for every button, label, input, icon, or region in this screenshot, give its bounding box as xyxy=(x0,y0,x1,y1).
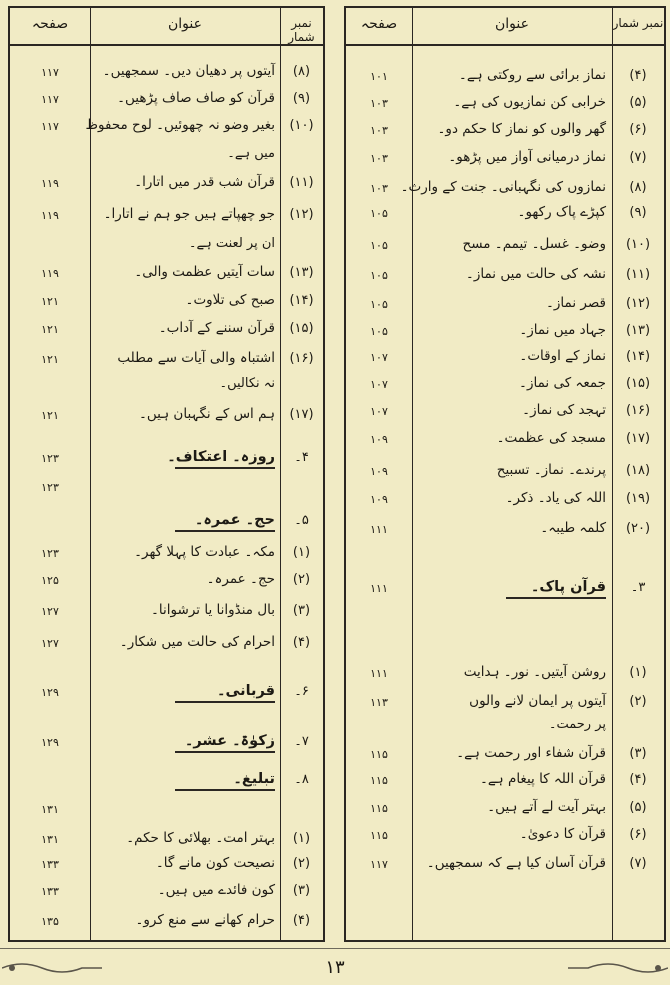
entry-title: خرابی کن نمازیوں کی ہے۔ xyxy=(453,94,606,110)
page-ref: ۱۱۷ xyxy=(41,66,59,79)
page-ref: ۱۱۱ xyxy=(370,523,388,536)
toc-row xyxy=(346,346,664,370)
page-ref: ۱۲۱ xyxy=(41,409,59,422)
toc-row xyxy=(346,428,664,452)
entry-title: ہم اس کے نگہبان ہیں۔ xyxy=(138,406,275,422)
entry-number: (۱۷) xyxy=(289,407,314,422)
entry-title: مکہ۔ عبادت کا پہلا گھر۔ xyxy=(134,544,275,560)
entry-number: (۹) xyxy=(629,205,647,220)
entry-title: مسجد کی عظمت۔ xyxy=(496,430,606,446)
toc-row xyxy=(10,910,323,934)
page-column-header: صفحہ xyxy=(360,16,398,32)
toc-row xyxy=(346,400,664,424)
toc-row xyxy=(10,115,323,139)
section-row xyxy=(10,447,323,471)
section-underline xyxy=(175,530,275,532)
entry-number: ۳۔ xyxy=(630,580,646,595)
page-ref: ۱۱۹ xyxy=(41,209,59,222)
entry-title: احرام کی حالت میں شکار۔ xyxy=(119,634,275,650)
section-underline xyxy=(175,789,275,791)
section-row xyxy=(10,731,323,755)
entry-number: (۴) xyxy=(629,772,647,787)
toc-row xyxy=(346,691,664,715)
toc-row xyxy=(346,662,664,686)
bottom-rule xyxy=(0,948,670,949)
entry-title: قرآن شب قدر میں اتارا۔ xyxy=(134,174,275,190)
page-column-header: صفحہ xyxy=(31,16,69,32)
entry-title: آیتوں پر دھیان دیں۔ سمجھیں۔ xyxy=(102,63,275,79)
entry-title: بغیر وضو نہ چھوئیں۔ لوح محفوظ xyxy=(85,117,275,133)
toc-row xyxy=(346,202,664,226)
page-ref: ۱۰۵ xyxy=(370,239,388,252)
page-ref: ۱۱۵ xyxy=(370,802,388,815)
toc-row xyxy=(10,828,323,852)
entry-title: بہتر امت۔ بھلائی کا حکم۔ xyxy=(126,830,275,846)
page-ref: ۱۱۷ xyxy=(41,93,59,106)
toc-row xyxy=(346,488,664,512)
page-number: ۱۳ xyxy=(325,957,345,978)
entry-number: ۵۔ xyxy=(294,513,309,528)
title-column-header: عنوان xyxy=(168,16,202,32)
entry-number: (۱۳) xyxy=(289,265,314,280)
entry-number: ۸۔ xyxy=(294,772,309,787)
toc-row xyxy=(346,177,664,201)
page-ref: ۱۲۱ xyxy=(41,323,59,336)
page-ref: ۱۰۹ xyxy=(370,433,388,446)
toc-row xyxy=(10,404,323,428)
page-ref: ۱۰۳ xyxy=(370,97,388,110)
entry-title: گھر والوں کو نماز کا حکم دو۔ xyxy=(437,121,606,137)
toc-row xyxy=(10,542,323,566)
entry-title: بہتر آیت لے آتے ہیں۔ xyxy=(487,799,606,815)
entry-number: (۱) xyxy=(292,831,311,846)
entry-number: (۱۶) xyxy=(625,403,651,418)
toc-row xyxy=(346,715,664,739)
toc-row xyxy=(346,797,664,821)
page-ref: ۱۰۳ xyxy=(370,152,388,165)
toc-row xyxy=(10,853,323,877)
entry-number: (۵) xyxy=(629,800,647,815)
page-ref: ۱۲۳ xyxy=(41,452,59,465)
page-ref: ۱۱۳ xyxy=(370,696,388,709)
entry-title: قصر نماز۔ xyxy=(545,295,606,311)
section-row xyxy=(10,769,323,793)
entry-title: آیتوں پر ایمان لانے والوں xyxy=(469,693,606,709)
toc-row xyxy=(10,172,323,196)
entry-number: (۱۲) xyxy=(625,296,651,311)
toc-row xyxy=(10,880,323,904)
entry-number: (۲) xyxy=(292,572,311,587)
entry-title: کپڑے پاک رکھو۔ xyxy=(517,204,606,220)
page-ref: ۱۲۷ xyxy=(41,605,59,618)
entry-number: (۷) xyxy=(629,150,647,165)
page-ref: ۱۲۷ xyxy=(41,637,59,650)
page-ref: ۱۲۱ xyxy=(41,353,59,366)
toc-row xyxy=(346,234,664,258)
entry-number: (۸) xyxy=(629,180,647,195)
page-ref: ۱۱۹ xyxy=(41,267,59,280)
entry-title: صبح کی تلاوت۔ xyxy=(185,292,275,308)
toc-row xyxy=(346,460,664,484)
entry-number: (۲) xyxy=(629,694,647,709)
entry-number: (۳) xyxy=(629,746,647,761)
page-ref: ۱۱۹ xyxy=(41,177,59,190)
entry-number: (۴) xyxy=(629,68,647,83)
section-title: حج۔ عمرہ۔ xyxy=(194,512,275,528)
page-ref: ۱۳۳ xyxy=(41,885,59,898)
toc-row xyxy=(346,373,664,397)
toc-row xyxy=(10,318,323,342)
entry-number: (۱۲) xyxy=(289,207,314,222)
entry-number: (۱۶) xyxy=(289,351,314,366)
entry-title: قرآن سننے کے آداب۔ xyxy=(158,320,275,336)
page-ref: ۱۰۷ xyxy=(370,405,388,418)
entry-title: بال منڈوانا یا ترشوانا۔ xyxy=(151,602,275,618)
toc-row xyxy=(10,798,323,822)
toc-row xyxy=(10,476,323,500)
toc-row xyxy=(346,743,664,767)
entry-title: اللہ کی یاد۔ ذکر۔ xyxy=(505,490,606,506)
entry-title: قرآن کو صاف صاف پڑھیں۔ xyxy=(117,90,275,106)
page-ref: ۱۰۱ xyxy=(370,70,388,83)
entry-title: پر رحمت۔ xyxy=(548,717,606,732)
page-ref: ۱۱۵ xyxy=(370,829,388,842)
section-row xyxy=(10,510,323,534)
page-ref: ۱۱۵ xyxy=(370,774,388,787)
entry-number: (۱۵) xyxy=(289,321,314,336)
page-ref: ۱۲۹ xyxy=(41,736,59,749)
page-ref: ۱۳۳ xyxy=(41,858,59,871)
toc-row xyxy=(346,320,664,344)
page-ref: ۱۰۳ xyxy=(370,182,388,195)
page-ref: ۱۱۷ xyxy=(370,858,388,871)
entry-number: (۳) xyxy=(292,603,311,618)
entry-number: (۱۴) xyxy=(625,349,651,364)
page-ref: ۱۲۱ xyxy=(41,295,59,308)
entry-title: قرآن شفاء اور رحمت ہے۔ xyxy=(456,745,606,761)
entry-title: نماز برائی سے روکتی ہے۔ xyxy=(458,67,606,83)
entry-title: سات آیتیں عظمت والی۔ xyxy=(134,264,275,280)
entry-title: نماز کے اوقات۔ xyxy=(519,348,606,364)
entry-number: (۹) xyxy=(292,91,311,106)
page-ref: ۱۳۱ xyxy=(41,803,59,816)
entry-title: نصیحت کون مانے گا۔ xyxy=(155,855,275,871)
entry-title: کلمہ طیبہ۔ xyxy=(540,520,606,536)
entry-title: وضو۔ غسل۔ تیمم۔ مسح xyxy=(462,236,606,252)
page-ref: ۱۰۹ xyxy=(370,493,388,506)
page-ref: ۱۲۵ xyxy=(41,574,59,587)
entry-title: حج۔ عمرہ۔ xyxy=(206,571,275,587)
entry-title: اشتباہ والی آیات سے مطلب xyxy=(117,350,275,366)
toc-row xyxy=(10,262,323,286)
toc-row xyxy=(10,569,323,593)
toc-row xyxy=(10,290,323,314)
toc-row xyxy=(10,374,323,398)
entry-number: (۱۹) xyxy=(625,491,651,506)
toc-row xyxy=(346,92,664,116)
page-ref: ۱۰۳ xyxy=(370,124,388,137)
section-row xyxy=(346,577,664,601)
entry-title: روشن آیتیں۔ نور۔ ہدایت xyxy=(463,664,606,680)
entry-title: قرآن آسان کیا ہے کہ سمجھیں۔ xyxy=(426,855,606,871)
entry-number: (۱۷) xyxy=(625,431,651,446)
toc-row xyxy=(10,600,323,624)
entry-number: (۱۰) xyxy=(625,237,651,252)
page-ref: ۱۱۱ xyxy=(370,667,388,680)
toc-row xyxy=(10,632,323,656)
page-ref: ۱۰۵ xyxy=(370,269,388,282)
entry-title: قرآن کا دعویٰ۔ xyxy=(519,826,606,842)
page-ref: ۱۱۷ xyxy=(41,120,59,133)
entry-title: میں ہے۔ xyxy=(227,146,275,161)
page-ref: ۱۰۵ xyxy=(370,298,388,311)
page-ref: ۱۰۷ xyxy=(370,378,388,391)
entry-number: (۶) xyxy=(629,827,647,842)
entry-number: (۱) xyxy=(292,545,311,560)
right-column xyxy=(344,6,666,942)
entry-number: (۱۸) xyxy=(625,463,651,478)
page-ref: ۱۲۳ xyxy=(41,481,59,494)
page-ref: ۱۱۱ xyxy=(370,582,388,595)
corner-ornament-icon xyxy=(568,960,668,976)
entry-title: نہ نکالیں۔ xyxy=(219,376,275,391)
entry-title: ان پر لعنت ہے۔ xyxy=(188,236,275,251)
entry-number: (۲) xyxy=(292,856,311,871)
entry-title: نماز درمیانی آواز میں پڑھو۔ xyxy=(448,149,606,165)
entry-number: (۲۰) xyxy=(625,521,651,536)
toc-row xyxy=(10,88,323,112)
entry-title: تہجد کی نماز۔ xyxy=(522,402,606,418)
toc-row xyxy=(10,234,323,258)
page-ref: ۱۰۵ xyxy=(370,207,388,220)
toc-row xyxy=(346,147,664,171)
section-title: تبلیغ۔ xyxy=(233,771,275,787)
page-ref: ۱۰۵ xyxy=(370,325,388,338)
toc-row xyxy=(346,824,664,848)
corner-ornament-icon xyxy=(2,960,102,976)
section-underline xyxy=(175,751,275,753)
toc-row xyxy=(346,119,664,143)
toc-row xyxy=(346,769,664,793)
page-ref: ۱۲۹ xyxy=(41,686,59,699)
toc-row xyxy=(346,853,664,877)
section-title: قرآن پاک۔ xyxy=(530,579,606,595)
entry-number: (۱۴) xyxy=(289,293,314,308)
entry-number: (۱۰) xyxy=(289,118,314,133)
page-ref: ۱۳۵ xyxy=(41,915,59,928)
entry-title: پرندے۔ نماز۔ تسبیح xyxy=(496,462,606,478)
section-row xyxy=(10,681,323,705)
number-column-header: نمبر شمار xyxy=(612,16,664,30)
entry-number: (۸) xyxy=(292,64,311,79)
entry-title: جمعہ کی نماز۔ xyxy=(519,375,606,391)
section-underline xyxy=(175,701,275,703)
toc-row xyxy=(10,144,323,168)
entry-number: (۱۵) xyxy=(625,376,651,391)
entry-number: (۱) xyxy=(629,665,647,680)
section-title: زکوٰۃ۔ عشر۔ xyxy=(184,733,275,749)
title-column-header: عنوان xyxy=(495,16,529,32)
entry-number: (۵) xyxy=(629,95,647,110)
toc-row xyxy=(346,65,664,89)
entry-title: کون فائدے میں ہیں۔ xyxy=(157,882,275,898)
toc-row xyxy=(346,293,664,317)
section-title: روزہ۔ اعتکاف۔ xyxy=(167,449,275,465)
entry-number: ۷۔ xyxy=(294,734,309,749)
entry-title: حرام کھانے سے منع کرو۔ xyxy=(135,912,275,928)
right-header xyxy=(346,8,664,46)
number-column-header: نمبر شمار xyxy=(288,16,315,44)
page-ref: ۱۱۵ xyxy=(370,748,388,761)
section-underline xyxy=(175,467,275,469)
entry-number: (۱۳) xyxy=(625,323,651,338)
left-header xyxy=(10,8,323,46)
entry-title: جہاد میں نماز۔ xyxy=(519,322,606,338)
entry-number: (۶) xyxy=(629,122,647,137)
left-column xyxy=(8,6,325,942)
entry-number: (۱۱) xyxy=(625,267,651,282)
entry-number: ۴۔ xyxy=(294,450,309,465)
page-ref: ۱۲۳ xyxy=(41,547,59,560)
entry-title: نمازوں کی نگہبانی۔ جنت کے وارث۔ xyxy=(400,179,606,195)
toc-row xyxy=(10,61,323,85)
section-underline xyxy=(506,597,606,599)
entry-title: نشہ کی حالت میں نماز۔ xyxy=(465,266,606,282)
page-ref: ۱۰۹ xyxy=(370,465,388,478)
section-title: قربانی۔ xyxy=(216,683,275,699)
toc-row xyxy=(10,204,323,228)
entry-number: ۶۔ xyxy=(294,684,309,699)
toc-row xyxy=(10,348,323,372)
entry-number: (۴) xyxy=(292,635,311,650)
entry-title: جو چھپاتے ہیں جو ہم نے اتارا۔ xyxy=(103,206,275,222)
toc-row xyxy=(346,264,664,288)
entry-title: قرآن اللہ کا پیغام ہے۔ xyxy=(479,771,606,787)
entry-number: (۴) xyxy=(292,913,311,928)
entry-number: (۱۱) xyxy=(289,175,314,190)
page-ref: ۱۳۱ xyxy=(41,833,59,846)
entry-number: (۷) xyxy=(629,856,647,871)
page-ref: ۱۰۷ xyxy=(370,351,388,364)
entry-number: (۳) xyxy=(292,883,311,898)
toc-row xyxy=(346,518,664,542)
